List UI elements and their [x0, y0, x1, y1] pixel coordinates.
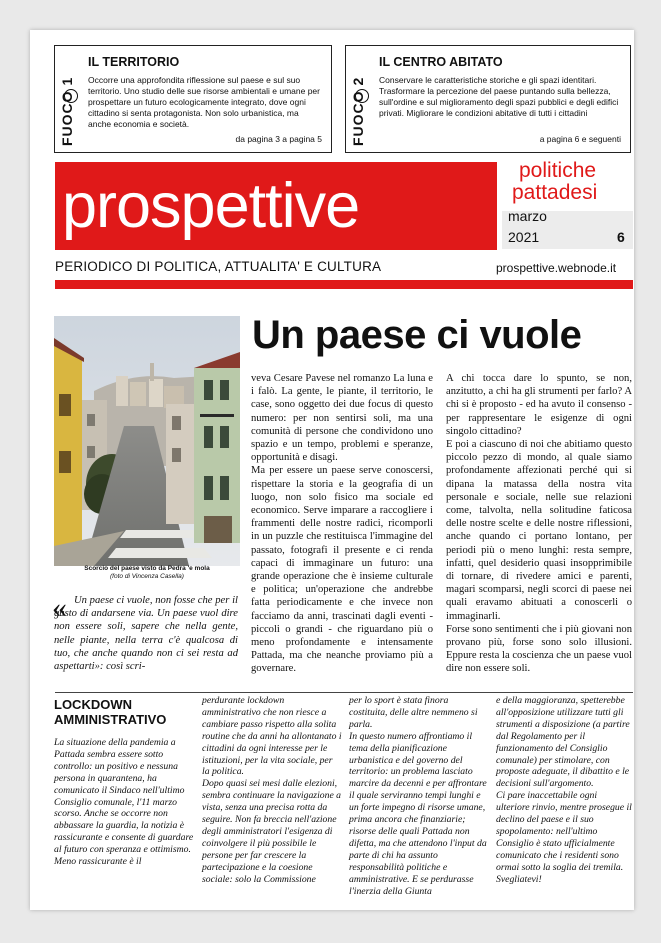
article-headline: Un paese ci vuole — [252, 313, 582, 357]
lockdown-column-4: e della maggioranza, spetterebbe all'opposizione utilizzare tutti gli strumenti a disposizione (a partire dal Regolamento per il funzionamento del Consiglio comunale) per stimolare, con proposte adeguate, il dibattito e le decisioni sull'argomento. Ci pare inaccettabile ogni ulteriore rinvio, mentre prosegue il declino del paese e il suo spopolamento: nell'ultimo Consiglio è stato ufficialmente comunicato che i residenti sono ormai sotto la soglia dei tremila. Svegliatevi! — [496, 695, 632, 885]
tagline: PERIODICO DI POLITICA, ATTUALITA' E CULTURA — [55, 259, 382, 274]
circle-icon — [355, 89, 369, 103]
focus-label: FUOCO 1 — [59, 76, 75, 146]
newspaper-page — [30, 30, 634, 910]
box-title: IL CENTRO ABITATO — [379, 55, 503, 69]
focus-label: FUOCO 2 — [350, 76, 366, 146]
article-column-1: Un paese ci vuole, non fosse che per il gusto di andarsene via. Un paese vuol dire non essere soli, sapere che nella gente, nelle piante, nella terra c'è qualcosa di tuo, che anche quando non ci sei resta ad aspettarti»: così scri- — [54, 595, 238, 673]
lockdown-column-2: perdurante lockdown amministrativo che non riesce a cambiare passo rispetto alla solita routine che da anni ha allontanato i cittadini da ogni interesse per le istituzioni, per la vita sociale, per la politica. Dopo quasi sei mesi dalle elezioni, sembra continuare la navigazione a vista, senza una precisa rotta da seguire. Non fa breccia nell'azione degli amministratori l'esigenza di coinvolgere il più possibile le persone per far crescere la partecipazione e la coesione sociale: solo la Commissione — [202, 695, 342, 885]
focus-box-territorio — [54, 45, 332, 153]
box-title: IL TERRITORIO — [88, 55, 180, 69]
box-pages: da pagina 3 a pagina 5 — [235, 134, 322, 144]
lockdown-column-1: La situazione della pandemia a Pattada sembra essere sotto controllo: un positivo e nessuna persona in quarantena, ha comunicato il Sindaco nell'ultimo Consiglio comunale, l'11 marzo scorso. Anche se occorre non abbassare la guardia, la notizia è rassicurante e consente di guardare al futuro con speranza e ottimismo. Meno rassicurante è il — [54, 737, 194, 868]
article-column-3: A chi tocca dare lo spunto, se non, anzitutto, a chi ha gli strumenti per farlo? A chi si è proposto - ed ha avuto il consenso - per rappresentare le esigenze di ogni singolo cittadino? E poi a ciascuno di noi che abitiamo questo piccolo pezzo di mondo, al quale siamo profondamente affezionati perché qui si dipana la matassa della nostra vita personale e sociale, nelle sue relazioni come, talvolta, nella solitudine faticosa delle nostre scelte e delle nostre riflessioni, anche quando ci portano lontano, per periodi più o meno lunghi: resta sempre, infatti, quel desiderio quasi insopprimibile di tornare, di rivedere amici e parenti, magari scomparsi, negli scorci di paese nei quali eravamo abituati a conoscerli o immaginarli. Forse sono sentimenti che i più giovani non provano più, forse sono solo illusioni. Eppure resta la coscienza che un paese vuol dire non essere soli. — [446, 373, 632, 675]
masthead-title: prospettive — [62, 171, 360, 241]
lockdown-column-3: per lo sport è stata finora costituita, delle altre nemmeno si parla. In questo numero affrontiamo il tema della pianificazione urbanistica e del governo del territorio: un problema lasciato marcire da decenni e per affrontare il quale serviranno tempi lunghi e un forte impegno di risorse umane, prima ancora che finanziarie; risorse delle quali Pattada non difetta, ma che attendono l'input da parte di chi ha assunto responsabilità politiche e amministrative. E se perdurasse l'inerzia della Giunta — [349, 695, 487, 897]
village-photo — [54, 316, 240, 566]
lockdown-title-line2: AMMINISTRATIVO — [54, 712, 167, 727]
box-pages: a pagina 6 e seguenti — [539, 134, 621, 144]
photo-credit: (foto di Vincenza Casella) — [110, 573, 184, 580]
masthead-subtitle-1: politiche — [519, 159, 597, 182]
article-column-2: veva Cesare Pavese nel romanzo La luna e i falò. La gente, le piante, il territorio, le case, sono oggetto dei due focus di questo numero: per non sentirsi soli, ma una comunità di persone che condividono uno spazio e un tempo, problemi e speranze, opportunità e disagi. Ma per essere un paese serve conoscersi, rispettare la storia e la geografia di un luogo, non solo fisico ma sociale ed economico. Serve imparare a raccogliere i frammenti delle nostre radici, ricomporli in un puzzle che restituisca l'immagine del passato, fotografi il presente e ci renda capaci di immaginare un futuro: una grande operazione che è insieme culturale e politica; un'operazione che andrebbe fatta periodicamente e che invece non facciamo da anni, trascinati dagli eventi - piccoli o grandi - che riguardano più o meno profondamente e intensamente Pattada, ma che neanche proviamo più a governare. — [251, 373, 433, 675]
lockdown-title-line1: LOCKDOWN — [54, 697, 132, 712]
photo-caption: Scorcio del paese visto da Pedra 'e mola — [84, 565, 210, 572]
website-link[interactable]: prospettive.webnode.it — [496, 261, 617, 275]
issue-number: 6 — [617, 229, 625, 245]
issue-month: marzo — [508, 208, 547, 224]
issue-year: 2021 — [508, 229, 540, 245]
section-divider — [55, 692, 633, 693]
red-rule — [55, 280, 633, 289]
focus-box-centro-abitato — [345, 45, 631, 153]
lockdown-title — [54, 697, 166, 727]
circle-icon — [64, 89, 78, 103]
masthead-subtitle-2: pattadesi — [512, 181, 598, 204]
quote-mark: « — [52, 591, 67, 624]
box-text: Occorre una approfondita riflessione sul paese e sul suo territorio. Uno studio delle sue risorse ambientali e umane per prospettare un futuro ecologicamente integrato, dove ogni cittadino si senta protagonista. Non solo urbanistica, ma anche economia e società. — [88, 75, 320, 129]
box-text: Conservare le caratteristiche storiche e gli spazi identitari. Trasformare la percezione del paese puntando sulla bellezza, sull'ordine e sul miglioramento degli spazi pubblici e degli edifici privati. Migliorare le condizioni abitative di tutti i cittadini — [379, 75, 619, 118]
